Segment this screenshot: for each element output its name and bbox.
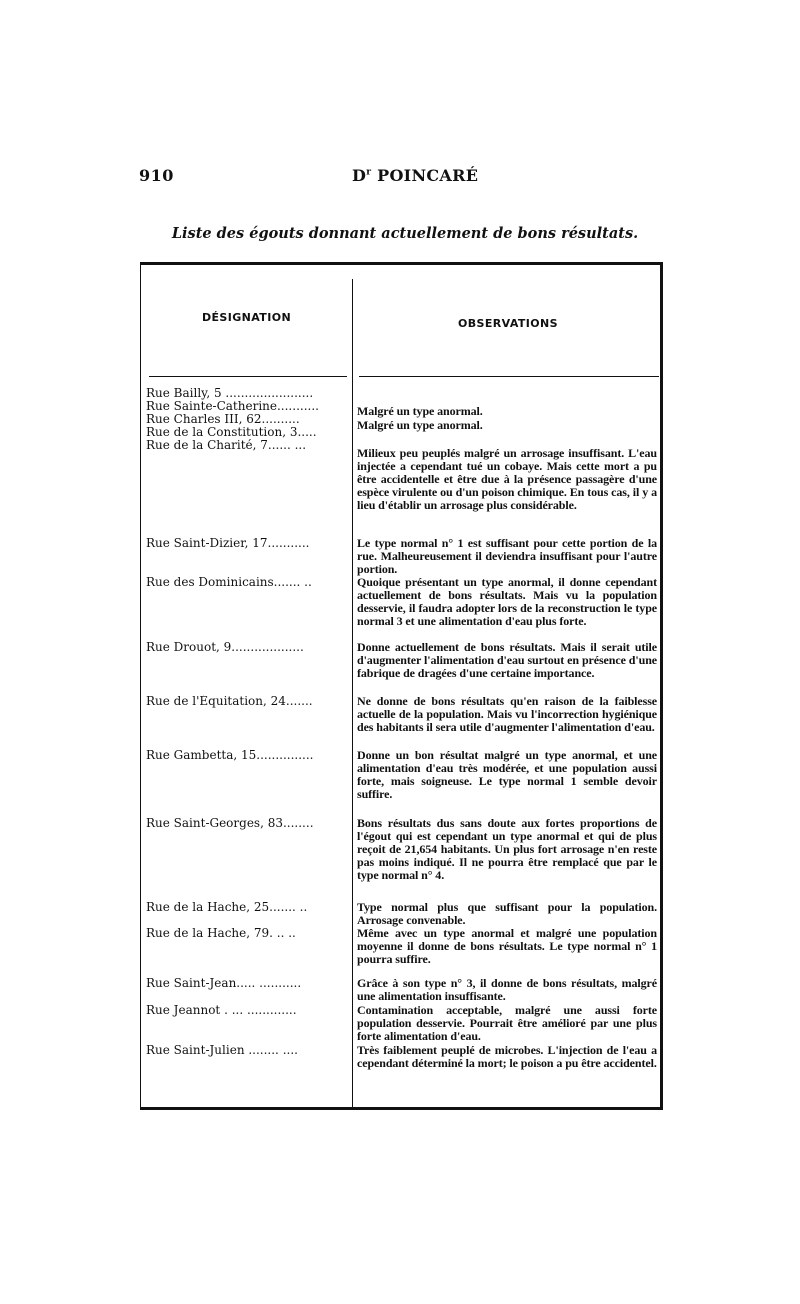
row-designation: Rue de la Charité, 7...... ... [146, 439, 307, 452]
row-observation: Type normal plus que suffisant pour la population. Arrosage convenable. [357, 900, 657, 927]
column-header-designation: DÉSIGNATION [201, 311, 292, 324]
row-designation: Rue Saint-Jean..... ........... [146, 977, 302, 990]
page-number: 910 [139, 166, 174, 185]
row-observation: Malgré un type anormal. [357, 418, 483, 432]
row-designation: Rue Charles III, 62.......... [146, 413, 300, 426]
row-designation: Rue Saint-Georges, 83........ [146, 817, 314, 830]
row-designation: Rue Saint-Dizier, 17........... [146, 537, 310, 550]
row-designation: Rue Gambetta, 15............... [146, 749, 314, 762]
table-title: Liste des égouts donnant actuellement de bons résultats. [171, 225, 639, 242]
row-designation: Rue de la Constitution, 3..... [146, 426, 317, 439]
header-rule-right [359, 376, 659, 377]
row-observation: Le type normal n° 1 est suffisant pour cette portion de la rue. Malheureusement il deviendra insuffisant pour l'autre portion. [357, 536, 657, 576]
table-frame [140, 262, 663, 1110]
row-observation: Ne donne de bons résultats qu'en raison de la faiblesse actuelle de la population. Mais vu l'incorrection hygiénique des habitants il sera utile d'augmenter l'alimentation d'eau. [357, 694, 657, 734]
column-divider [352, 279, 353, 1107]
row-designation: Rue Bailly, 5 ....................... [146, 387, 314, 400]
row-observation: Contamination acceptable, malgré une aussi forte population desservie. Pourrait être amélioré par une plus forte alimentation d'eau. [357, 1003, 657, 1043]
row-observation: Même avec un type anormal et malgré une population moyenne il donne de bons résultats. Le type normal n° 1 pourra suffire. [357, 926, 657, 966]
running-head [352, 166, 478, 185]
running-head-prefix: D [352, 166, 367, 185]
row-observation: Grâce à son type n° 3, il donne de bons résultats, malgré une alimentation insuffisante. [357, 976, 657, 1003]
row-observation: Très faiblement peuplé de microbes. L'injection de l'eau a cependant déterminé la mort; le poison a pu être accidentel. [357, 1043, 657, 1070]
running-head-name: POINCARÉ [377, 166, 479, 185]
row-designation: Rue de l'Équitation, 24....... [146, 695, 313, 708]
row-designation: Rue Drouot, 9................... [146, 641, 304, 654]
row-observation: Donne actuellement de bons résultats. Mais il serait utile d'augmenter l'alimentation d'eau surtout en présence d'une fabrique de dragées d'une certaine importance. [357, 640, 657, 680]
running-head-sup: r [366, 167, 372, 178]
row-designation: Rue de la Hache, 25....... .. [146, 901, 308, 914]
row-observation: Bons résultats dus sans doute aux fortes proportions de l'égout qui est cependant un type anormal et qui de plus reçoit de 21,654 habitants. Un plus fort arrosage n'en reste pas moins indiqué. Il ne pourra être remplacé que par le type normal n° 4. [357, 816, 657, 882]
row-designation: Rue Jeannot . ... ............. [146, 1004, 297, 1017]
row-observation: Quoique présentant un type anormal, il donne cependant actuellement de bons résultats. Mais vu la population desservie, il faudra adopter lors de la reconstruction le type normal 3 et une alimentation d'eau plus forte. [357, 575, 657, 628]
row-designation: Rue des Dominicains....... .. [146, 576, 312, 589]
column-header-observations: OBSERVATIONS [458, 317, 558, 330]
row-designation: Rue de la Hache, 79. .. .. [146, 927, 296, 940]
header-rule-left [149, 376, 347, 377]
row-designation: Rue Saint-Julien ........ .... [146, 1044, 298, 1057]
row-designation: Rue Sainte-Catherine........... [146, 400, 319, 413]
row-observation: Milieux peu peuplés malgré un arrosage insuffisant. L'eau injectée a cependant tué un cobaye. Mais cette mort a pu être accidentelle et être due à la présence passagère d'une espèce virulente ou d'un poison chimique. En tous cas, il y a lieu d'établir un arrosage plus considérable. [357, 446, 657, 512]
row-observation: Malgré un type anormal. [357, 404, 483, 418]
row-observation: Donne un bon résultat malgré un type anormal, et une alimentation d'eau très modérée, et une population aussi forte, mais soigneuse. Le type normal 1 semble devoir suffire. [357, 748, 657, 801]
